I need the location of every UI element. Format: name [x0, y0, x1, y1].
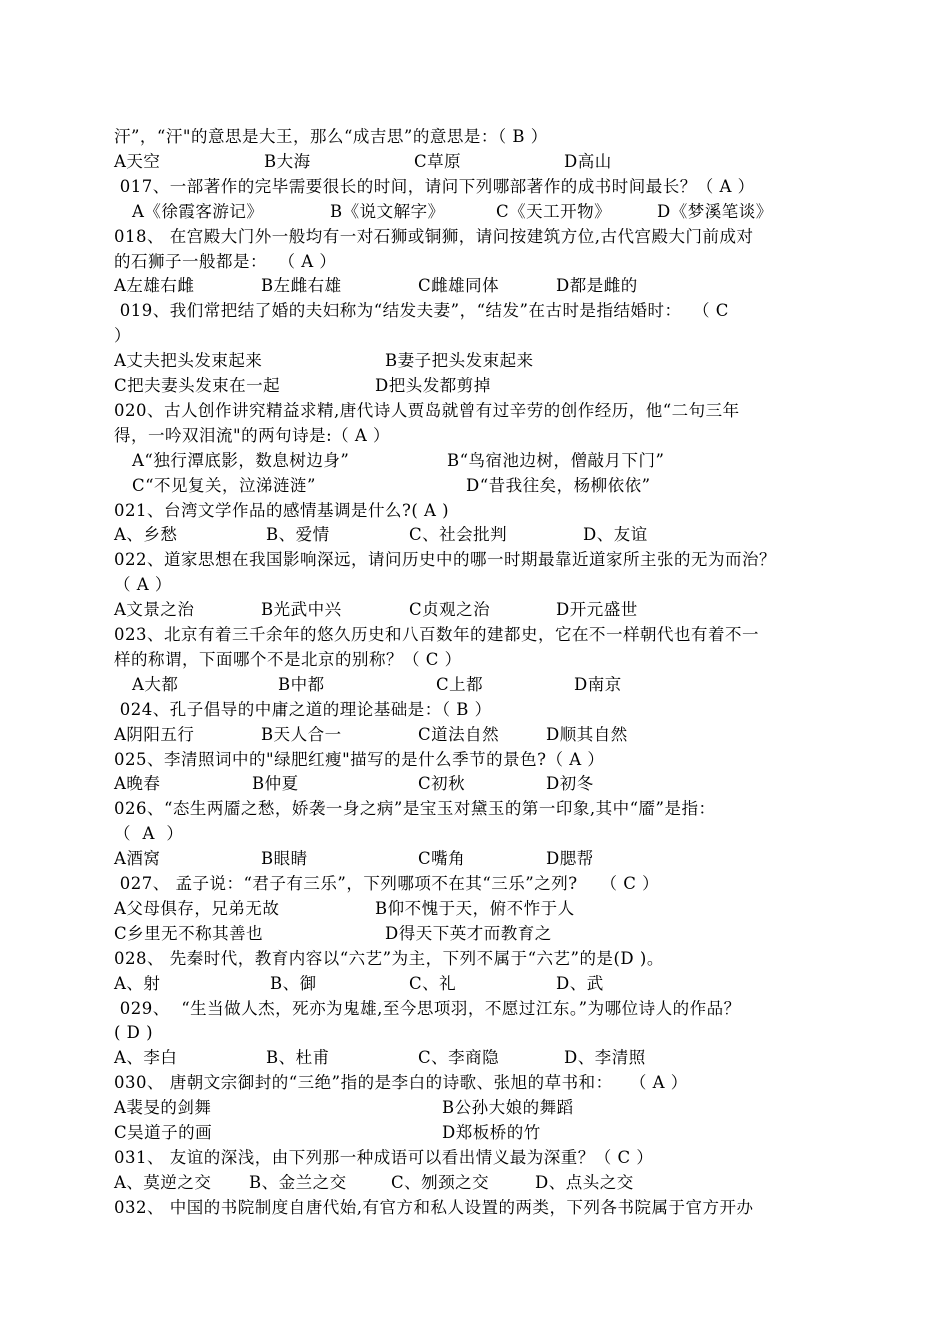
- text-line: 029、 “生当做人杰，死亦为鬼雄,至今思项羽，不愿过江东。”为哪位诗人的作品？: [114, 999, 741, 1018]
- answer-option: B大海: [264, 152, 311, 171]
- text-line: 的石狮子一般都是： （ A ）: [114, 252, 337, 271]
- answer-option: A、莫逆之交: [114, 1173, 212, 1192]
- text-line: 027、 孟子说：“君子有三乐”，下列哪项不在其“三乐”之列? （ C ）: [114, 874, 660, 893]
- text-line: 017、一部著作的完毕需要很长的时间，请问下列哪部著作的成书时间最长？（ A ）: [114, 177, 755, 196]
- answer-option: C道法自然: [418, 725, 500, 744]
- answer-option: B光武中兴: [261, 600, 342, 619]
- answer-option: B、御: [270, 974, 317, 993]
- answer-option: A阴阳五行: [114, 725, 195, 744]
- text-line: 021、台湾文学作品的感情基调是什么?( A ): [114, 501, 450, 520]
- answer-option: B“鸟宿池边树，僧敲月下门”: [447, 451, 665, 470]
- answer-option: D腮帮: [546, 849, 594, 868]
- answer-option: C《天工开物》: [496, 202, 612, 221]
- answer-option: B仰不愧于天，俯不怍于人: [375, 899, 575, 918]
- text-line: ( D ): [114, 1023, 154, 1042]
- answer-option: D、武: [556, 974, 604, 993]
- answer-option: B中都: [278, 675, 325, 694]
- answer-option: D顺其自然: [546, 725, 628, 744]
- answer-option: C贞观之治: [409, 600, 491, 619]
- answer-option: B天人合一: [261, 725, 342, 744]
- answer-option: C吴道子的画: [114, 1123, 213, 1142]
- text-line: 018、 在宫殿大门外一般均有一对石狮或铜狮，请问按建筑方位,古代宫殿大门前成对: [114, 227, 754, 246]
- answer-option: A裴旻的剑舞: [114, 1098, 212, 1117]
- answer-option: C把夫妻头发束在一起: [114, 376, 281, 395]
- text-line: （ A ）: [114, 575, 172, 594]
- answer-option: D都是雌的: [556, 276, 638, 295]
- text-line: （ A ）: [114, 824, 184, 843]
- text-line: 汗”，“汗"的意思是大王，那么“成吉思”的意思是：（ B ）: [114, 127, 548, 146]
- answer-option: D把头发都剪掉: [375, 376, 491, 395]
- answer-option: A丈夫把头发束起来: [114, 351, 263, 370]
- answer-option: D初冬: [546, 774, 594, 793]
- answer-option: A、乡愁: [114, 525, 178, 544]
- answer-option: D、李清照: [564, 1048, 646, 1067]
- answer-option: B、金兰之交: [249, 1173, 347, 1192]
- answer-option: A大都: [132, 675, 179, 694]
- text-line: 024、孔子倡导的中庸之道的理论基础是：（ B ）: [114, 700, 492, 719]
- text-line: 030、 唐朝文宗御封的“三绝”指的是李白的诗歌、张旭的草书和： （ A ）: [114, 1073, 688, 1092]
- text-line: 026、“态生两靥之愁，娇袭一身之病”是宝玉对黛玉的第一印象,其中“靥”是指：: [114, 799, 716, 818]
- answer-option: C上都: [436, 675, 484, 694]
- answer-option: D《梦溪笔谈》: [657, 202, 773, 221]
- answer-option: B《说文解字》: [330, 202, 445, 221]
- answer-option: B仲夏: [252, 774, 299, 793]
- answer-option: D得天下英才而教育之: [385, 924, 552, 943]
- answer-option: B、杜甫: [266, 1048, 330, 1067]
- text-line: 023、北京有着三千余年的悠久历史和八百数年的建都史，它在不一样朝代也有着不一: [114, 625, 759, 644]
- answer-option: C、社会批判: [409, 525, 508, 544]
- answer-option: C、李商隐: [418, 1048, 500, 1067]
- answer-option: A父母俱存，兄弟无故: [114, 899, 280, 918]
- text-line: 032、 中国的书院制度自唐代始,有官方和私人设置的两类，下列各书院属于官方开办: [114, 1198, 754, 1217]
- text-line: ）: [114, 326, 131, 345]
- answer-option: B左雌右雄: [261, 276, 342, 295]
- answer-option: C、礼: [409, 974, 457, 993]
- answer-option: C嘴角: [418, 849, 466, 868]
- answer-option: A、李白: [114, 1048, 178, 1067]
- answer-option: A“独行潭底影，数息树边身”: [132, 451, 350, 470]
- answer-option: A酒窝: [114, 849, 161, 868]
- answer-option: D郑板桥的竹: [442, 1123, 541, 1142]
- text-line: 得，一吟双泪流"的两句诗是:（ A ）: [114, 426, 391, 445]
- text-line: 022、道家思想在我国影响深远，请问历史中的哪一时期最靠近道家所主张的无为而治？: [114, 550, 776, 569]
- answer-option: D、点头之交: [535, 1173, 634, 1192]
- answer-option: C乡里无不称其善也: [114, 924, 264, 943]
- answer-option: B眼睛: [261, 849, 308, 868]
- answer-option: A左雄右雌: [114, 276, 195, 295]
- answer-option: C“不见复关，泣涕涟涟”: [132, 476, 316, 495]
- answer-option: B、爱情: [266, 525, 330, 544]
- answer-option: D开元盛世: [556, 600, 638, 619]
- text-line: 031、 友谊的深浅，由下列那一种成语可以看出情义最为深重？（ C ）: [114, 1148, 654, 1167]
- text-line: 020、古人创作讲究精益求精,唐代诗人贾岛就曾有过辛劳的创作经历，他“二句三年: [114, 401, 740, 420]
- text-line: 样的称谓，下面哪个不是北京的别称？（ C ）: [114, 650, 462, 669]
- text-line: 019、我们常把结了婚的夫妇称为“结发夫妻”，“结发”在古时是指结婚时： （ C: [114, 301, 729, 320]
- answer-option: D高山: [564, 152, 612, 171]
- answer-option: C、刎颈之交: [391, 1173, 490, 1192]
- text-line: 025、李清照词中的"绿肥红瘦"描写的是什么季节的景色?（ A ）: [114, 750, 605, 769]
- answer-option: C草原: [414, 152, 462, 171]
- answer-option: A文景之治: [114, 600, 195, 619]
- answer-option: A天空: [114, 152, 161, 171]
- answer-option: D、友谊: [583, 525, 648, 544]
- answer-option: B妻子把头发束起来: [385, 351, 534, 370]
- answer-option: D南京: [574, 675, 622, 694]
- answer-option: A、射: [114, 974, 161, 993]
- text-line: 028、 先秦时代，教育内容以“六艺”为主，下列不属于“六艺”的是(D )。: [114, 949, 664, 968]
- answer-option: C雌雄同体: [418, 276, 500, 295]
- answer-option: D“昔我往矣，杨柳依依”: [466, 476, 651, 495]
- answer-option: A《徐霞客游记》: [132, 202, 264, 221]
- answer-option: B公孙大娘的舞蹈: [442, 1098, 574, 1117]
- answer-option: A晚春: [114, 774, 161, 793]
- answer-option: C初秋: [418, 774, 466, 793]
